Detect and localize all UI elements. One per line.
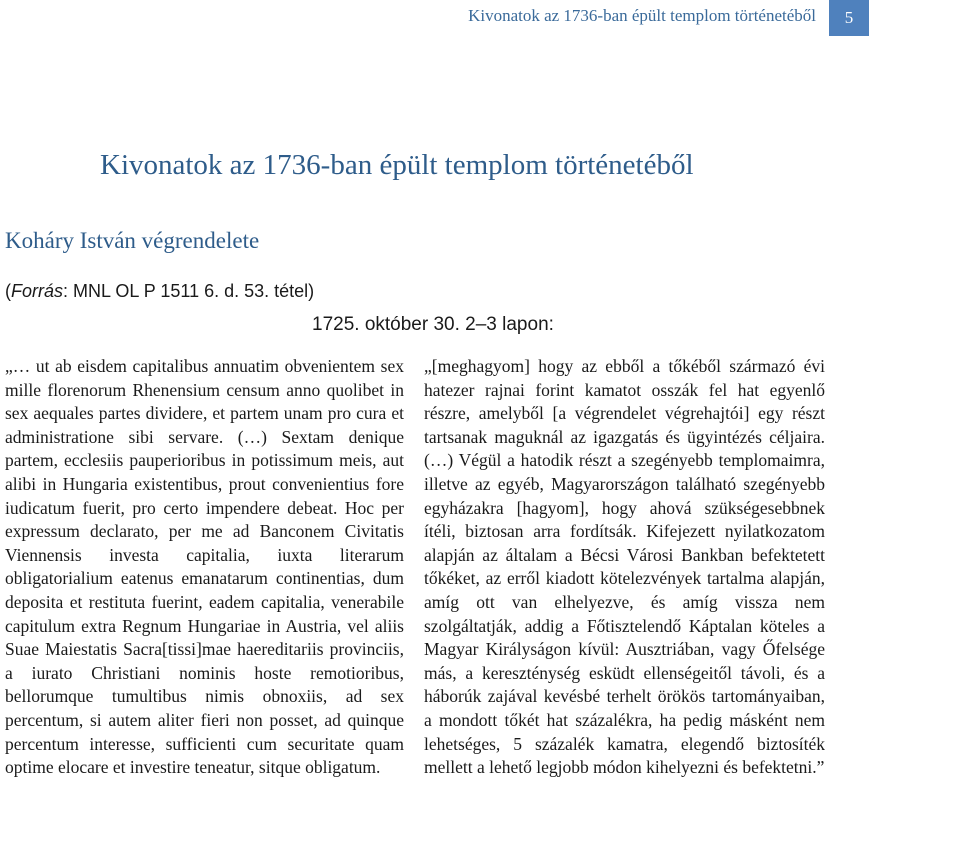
source-reference: : MNL OL P 1511 6. d. 53. tétel) (63, 281, 315, 301)
page-number: 5 (844, 8, 854, 27)
running-title: Kivonatok az 1736-ban épült templom történetéből (468, 6, 816, 25)
section-subtitle: Koháry István végrendelete (5, 228, 260, 253)
page-title: Kivonatok az 1736-ban épült templom történetéből (100, 149, 694, 181)
source-citation (5, 281, 314, 302)
page-number-box (829, 0, 869, 36)
hungarian-text-column: „[meghagyom] hogy az ebből a tőkéből származó évi hatezer rajnai forint kamatot osszák fel hat egyenlő részre, amelyből [a végrendelet végrehajtói] egy részt tartsanak maguknál az igazgatás és ügyintézés céljaira. (…) Végül a hatodik részt a szegényebb templomaimra, illetve az egyéb, Magyarországon található szegényebb egyházakra [hagyom], hogy ahová szükségesebbnek ítéli, biztosan arra fordítsák. Kifejezett nyilatkozatom alapján az általam a Bécsi Városi Bankban befektetett tőkéket, az erről kiadott kötelezvények tartalma alapján, amíg ott van elhelyezve, és amíg vissza nem szolgáltatják, addig a Főtisztelendő Káptalan köteles a Magyar Királyságon kívül: Ausztriában, vagy Őfelsége más, a kereszténység esküdt ellenségeitől távoli, és a háborúk zajával kevésbé terhelt örökös tartományaiban, a mondott tőkét hat százalékra, ha pedig másként nem lehetséges, 5 százalék kamatra, elegendő biztosíték mellett a lehető legjobb módon kihelyezni és befektetni.” (424, 356, 825, 778)
running-header (0, 0, 960, 36)
latin-text-column: „… ut ab eisdem capitalibus annuatim obvenientem sex mille florenorum Rhenensium censum anno quolibet in sex aequales partes dividere, et partem unam pro cura et administratione sibi servare. (…) Sextam denique partem, ecclesiis pauperioribus in potissimum meis, aut alibi in Hungaria existentibus, prout convenientius fore iudicatum fuerit, pro certo impendere debeat. Hoc per expressum declarato, per me ad Banconem Civitatis Viennensis investa capitalia, iuxta literarum obligatorialium eatenus emanatarum continentias, dum deposita et restituta fuerint, eadem capitalia, venerabile capitulum extra Regnum Hungariae in Austria, vel aliis Suae Maiestatis Sacra[tissi]mae haereditariis provinciis, a iurato Christiani nominis hoste remotioribus, bellorumque tumultibus nimis obnoxiis, ad sex percentum, si autem aliter fieri non posset, ad quinque percentum interesse, sufficienti cum securitate quam optime elocare et investire teneatur, sitque obligatum. (5, 356, 404, 778)
date-line: 1725. október 30. 2–3 lapon: (312, 314, 554, 335)
source-prefix: ( (5, 281, 11, 301)
source-label: Forrás (11, 281, 64, 301)
